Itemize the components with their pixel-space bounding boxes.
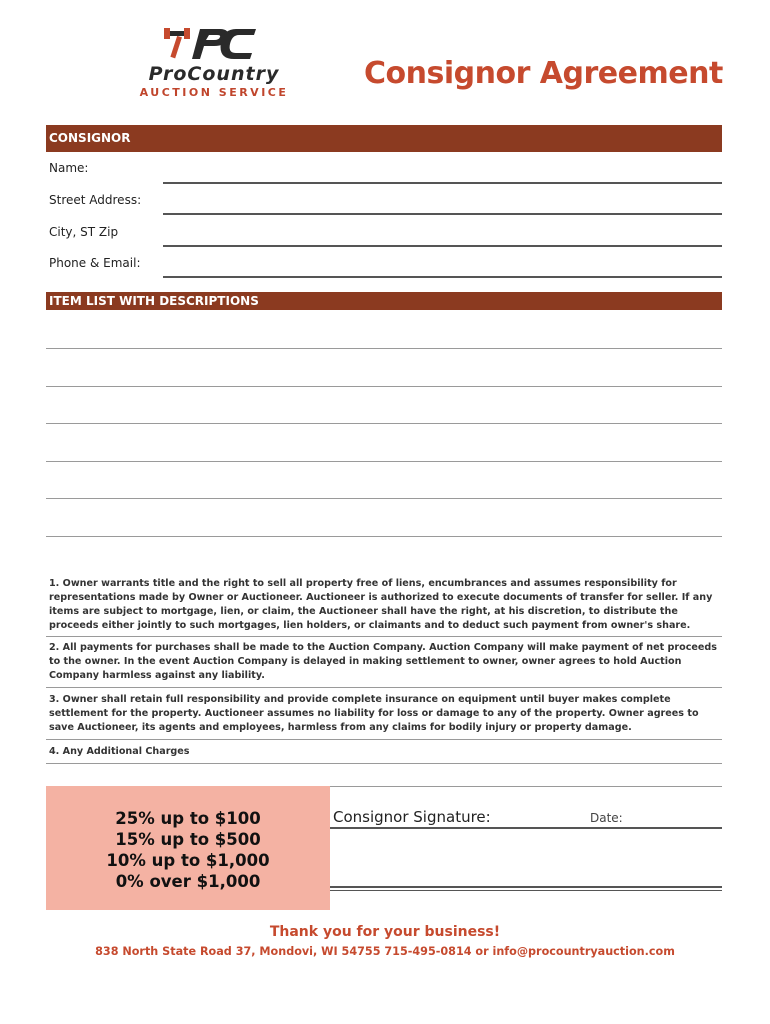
consignor-signature-label: Consignor Signature:: [333, 808, 491, 826]
item-list-row-3[interactable]: [46, 423, 722, 424]
consignor-section-header: CONSIGNOR: [46, 125, 722, 152]
name-label: Name:: [49, 161, 89, 175]
signature-box-bottom-line: [330, 886, 722, 888]
phone-email-label: Phone & Email:: [49, 256, 141, 270]
item-list-row-5[interactable]: [46, 498, 722, 499]
item-list-row-2[interactable]: [46, 386, 722, 387]
street-address-field[interactable]: [163, 213, 722, 215]
commission-rate-1: 25% up to $100: [115, 809, 261, 828]
name-field[interactable]: [163, 182, 722, 184]
street-address-label: Street Address:: [49, 193, 142, 207]
gavel-pc-logo-icon: [162, 26, 258, 60]
company-name: ProCountry: [148, 63, 280, 85]
company-contact-address: 838 North State Road 37, Mondovi, WI 54755 715-495-0814 or info@procountryauction.com: [95, 945, 675, 958]
thank-you-message: Thank you for your business!: [269, 924, 501, 940]
divider: [46, 687, 722, 688]
signature-line[interactable]: [330, 827, 722, 829]
term-4-additional-charges: 4. Any Additional Charges: [49, 746, 190, 757]
company-logo: [112, 26, 316, 100]
commission-rates-box: [46, 786, 330, 910]
commission-rates-list: [46, 808, 330, 892]
item-list-row-1[interactable]: [46, 348, 722, 349]
commission-rate-3: 10% up to $1,000: [106, 851, 270, 870]
divider: [46, 636, 722, 637]
item-list-section-header: ITEM LIST WITH DESCRIPTIONS: [46, 292, 722, 310]
company-tagline: AUCTION SERVICE: [139, 86, 289, 99]
city-state-zip-field[interactable]: [163, 245, 722, 247]
term-1-title-warranty: 1. Owner warrants title and the right to sell all property free of liens, encumbrances and assumes responsibility for representations made by Owner or Auctioneer. Auctioneer is authorized to execute documents of transfer for seller. If any items are subject to mortgage, lien, or claim, the Auctioneer shall have the right, at his discretion, to distribute the proceeds either jointly to such mortgages, lien holders, or claimants and to deduct such payment from owner's share.: [49, 578, 713, 631]
phone-email-field[interactable]: [163, 276, 722, 278]
page-title: Consignor Agreement: [364, 56, 723, 91]
commission-rate-2: 15% up to $500: [115, 830, 261, 849]
term-2-payments: 2. All payments for purchases shall be made to the Auction Company. Auction Company will make payment of net proceeds to the owner. In the event Auction Company is delayed in making settlement to owner, owner agrees to hold Auction Company harmless against any liability.: [49, 642, 718, 681]
divider: [46, 739, 722, 740]
date-label: Date:: [590, 811, 623, 825]
additional-charges-field[interactable]: [46, 763, 722, 764]
commission-rate-4: 0% over $1,000: [115, 872, 261, 891]
item-list-row-6[interactable]: [46, 536, 722, 537]
term-3-insurance: 3. Owner shall retain full responsibility and provide complete insurance on equipment until buyer makes complete settlement for the property. Auctioneer assumes no liability for loss or damage to any of the property. Owner agrees to save Auctioneer, its agents and employees, harmless from any claims for bodily injury or property damage.: [49, 694, 699, 733]
item-list-row-4[interactable]: [46, 461, 722, 462]
divider: [330, 890, 722, 891]
city-state-zip-label: City, ST Zip: [49, 225, 119, 239]
